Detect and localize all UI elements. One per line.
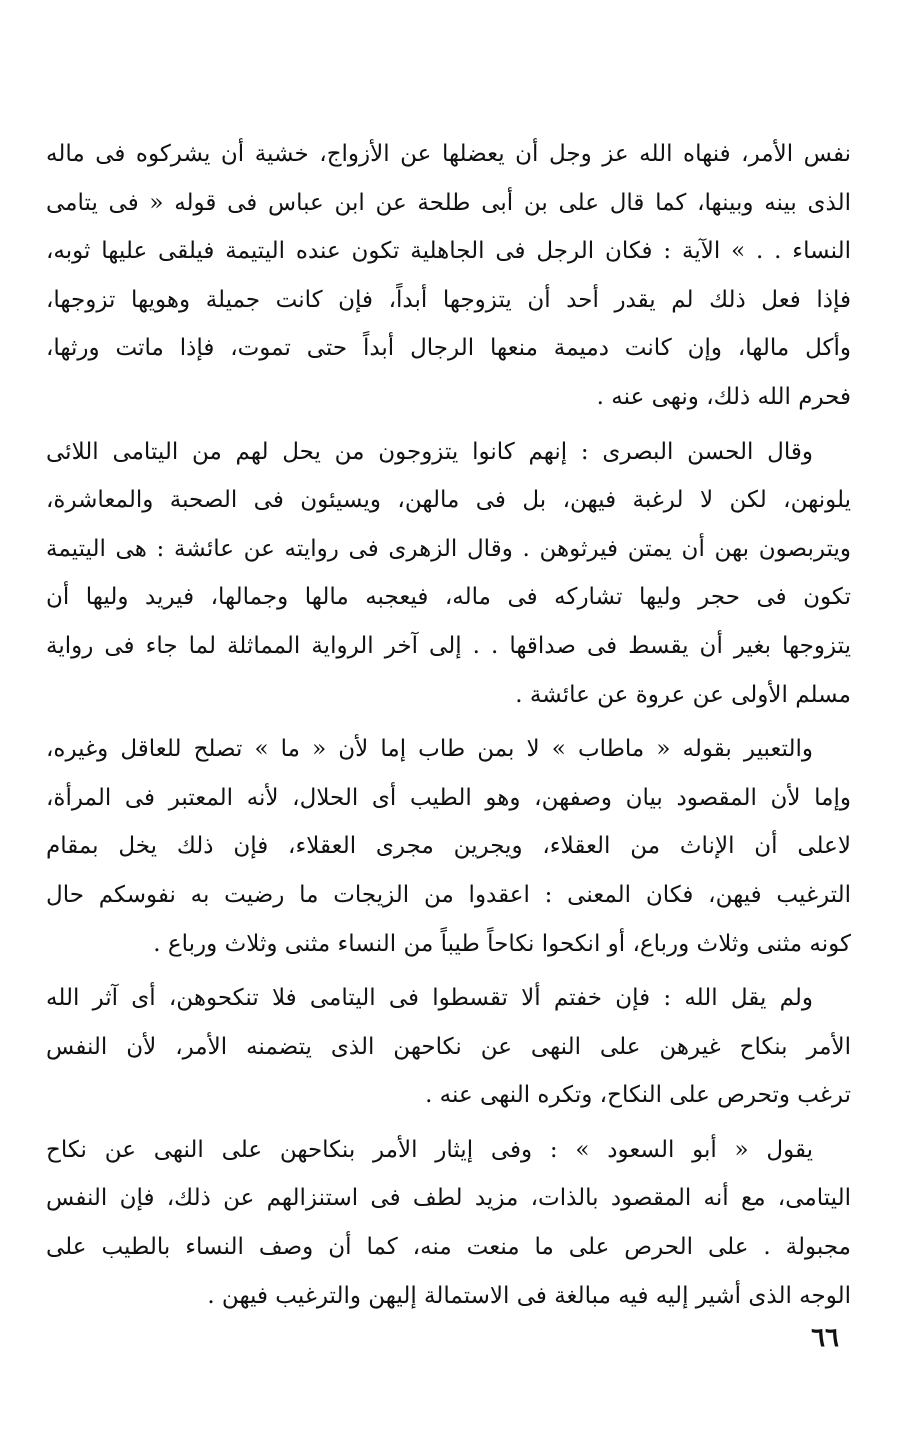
text-line: الترغيب فيهن، فكان المعنى : اعقدوا من الزيجات ما رضيت به نفوسكم حال [46,881,851,908]
text-line: وقال الحسن البصرى : إنهم كانوا يتزوجون من يحل لهم من اليتامى اللائى [46,438,813,465]
paragraph-5 [46,1126,851,1320]
text-line: والتعبير بقوله « ماطاب » لا بمن طاب إما لأن « ما » تصلح للعاقل وغيره، [46,736,813,763]
text-line: تكون فى حجر وليها تشاركه فى ماله، فيعجبه مالها وجمالها، فيريد وليها أن [46,584,851,611]
text-line: اليتامى، مع أنه المقصود بالذات، مزيد لطف فى استنزالهم عن ذلك، فإن النفس [46,1185,851,1212]
text-line: فإذا فعل ذلك لم يقدر أحد أن يتزوجها أبداً، فإن كانت جميلة وهويها تزوجها، [46,286,851,313]
paragraph-4 [46,974,851,1120]
text-line: يتزوجها بغير أن يقسط فى صداقها . . إلى آخر الرواية المماثلة لما جاء فى رواية [46,632,851,659]
text-line: كونه مثنى وثلاث ورباع، أو انكحوا نكاحاً طيباً من النساء مثنى وثلاث ورباع . [153,930,851,957]
text-line: وإما لأن المقصود بيان وصفهن، وهو الطيب أى الحلال، لأنه المعتبر فى المرأة، [46,784,851,811]
text-line: يقول « أبو السعود » : وفى إيثار الأمر بنكاحهن على النهى عن نكاح [46,1136,813,1163]
paragraph-3 [46,725,851,968]
text-line: يلونهن، لكن لا لرغبة فيهن، بل فى مالهن، ويسيئون فى الصحبة والمعاشرة، [46,487,851,514]
page-number: ٦٦ [811,1323,839,1353]
text-line: مجبولة . على الحرص على ما منعت منه، كما أن وصف النساء بالطيب على [46,1234,851,1261]
text-line: ولم يقل الله : فإن خفتم ألا تقسطوا فى اليتامى فلا تنكحوهن، أى آثر الله [46,985,813,1012]
text-line: ترغب وتحرص على النكاح، وتكره النهى عنه . [425,1082,851,1109]
text-line: الأمر بنكاح غيرهن على النهى عن نكاحهن الذى يتضمنه الأمر، لأن النفس [46,1033,851,1060]
text-line: نفس الأمر، فنهاه الله عز وجل أن يعضلها عن الأزواج، خشية أن يشركوه فى ماله [46,141,851,167]
paragraph-1 [46,130,851,422]
text-line: فحرم الله ذلك، ونهى عنه . [596,383,851,410]
paragraph-2 [46,428,851,720]
text-line: الوجه الذى أشير إليه فيه مبالغة فى الاستمالة إليهن والترغيب فيهن . [207,1282,851,1309]
body-text [46,130,851,1326]
text-line: مسلم الأولى عن عروة عن عائشة . [515,681,851,708]
text-line: النساء . . » الآية : فكان الرجل فى الجاهلية تكون عنده اليتيمة فيلقى عليها ثوبه، [46,238,851,265]
text-line: وأكل مالها، وإن كانت دميمة منعها الرجال أبداً حتى تموت، فإذا ماتت ورثها، [46,335,851,362]
text-line: الذى بينه وبينها، كما قال على بن أبى طلحة عن ابن عباس فى قوله « فى يتامى [46,189,851,216]
text-line: ويتربصون بهن أن يمتن فيرثوهن . وقال الزهرى فى روايته عن عائشة : هى اليتيمة [46,535,851,562]
text-line: لاعلى أن الإناث من العقلاء، ويجرين مجرى العقلاء، فإن ذلك يخل بمقام [46,833,851,860]
